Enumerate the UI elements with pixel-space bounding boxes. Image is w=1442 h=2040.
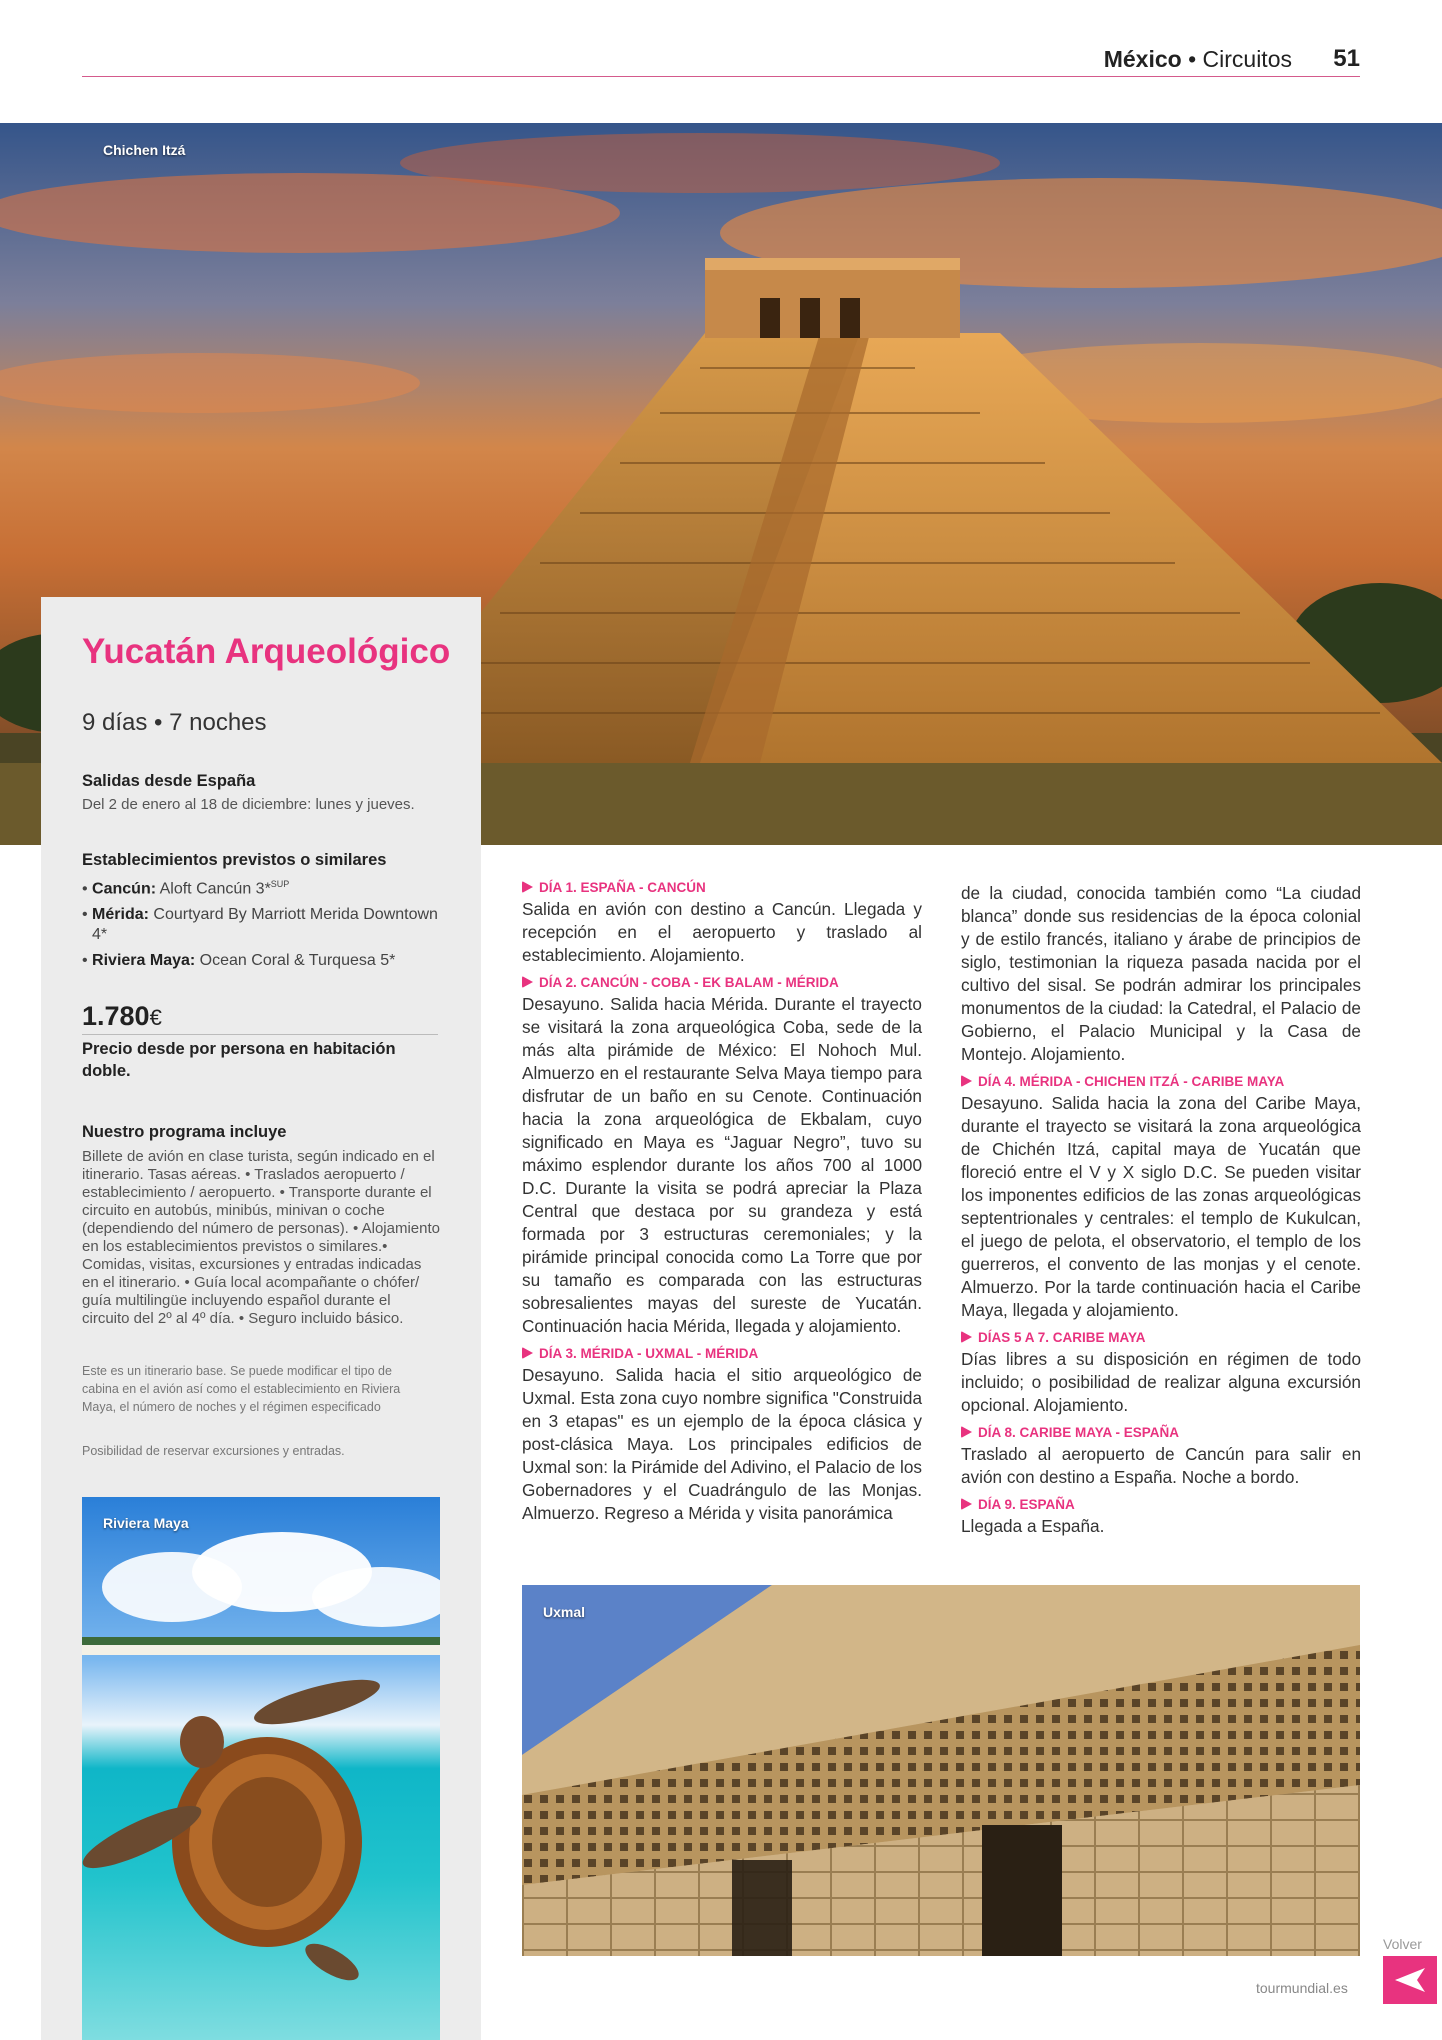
day-heading: DÍA 9. ESPAÑA <box>961 1495 1361 1515</box>
turtle-illustration <box>82 1497 440 2040</box>
bullet-icon <box>961 1331 972 1343</box>
price-divider <box>82 1034 438 1035</box>
hotel-item: • Riviera Maya: Ocean Coral & Turquesa 5* <box>82 952 396 970</box>
day-heading: DÍA 3. MÉRIDA - UXMAL - MÉRIDA <box>522 1344 922 1364</box>
uxmal-caption: Uxmal <box>543 1604 586 1620</box>
back-label[interactable]: Volver <box>1383 1936 1422 1952</box>
day-text: Desayuno. Salida hacia Mérida. Durante el trayecto se visitará la zona arqueológica Coba, sede de la más alta pirámide de México: El Nohoch Mul. Almuerzo en el restaurante Selva Maya tiempo para disfrutar de un baño en su Cenote. Continuación hacia la zona arqueológica de Ekbalam, cuyo significado en Maya es “Jaguar Negro”, tuvo su máximo esplendor durante los años 700 al 1000 D.C. Durante la visita se podrá apreciar la Plaza Central que destaca por su grandeza y está formada por 3 estructuras ceremoniales; y la pirámide principal conocida como La Torre que por su tamaño es comparada con las estructuras sobresalientes mayas del sureste de Yucatán. Continuación hacia Mérida, llegada y alojamiento. <box>522 994 922 1336</box>
hero-caption: Chichen Itzá <box>103 142 186 158</box>
itinerary-column-2 <box>961 882 1361 1538</box>
bullet-icon <box>522 1347 533 1359</box>
price: 1.780€ <box>82 1001 162 1031</box>
uxmal-illustration <box>522 1585 1360 1956</box>
bullet-icon <box>961 1426 972 1438</box>
day-heading: DÍA 4. MÉRIDA - CHICHEN ITZÁ - CARIBE MAYA <box>961 1072 1361 1092</box>
hotel-item: • Cancún: Aloft Cancún 3*$^{SUP}$ <box>82 879 290 898</box>
includes-text: Billete de avión en clase turista, según indicado en el itinerario. Tasas aéreas. • Traslados aeropuerto / establecimiento / aeropuerto. • Transporte durante el circuito en autobús, minibús, minivan o coche (dependiendo del número de personas). • Alojamiento en los establecimientos previstos o similares.• Comidas, visitas, excursiones y entradas indicadas en el itinerario. • Guía local acompañante o chófer/ guía multilingüe incluyendo español durante el circuito del 2º al 4º día. • Seguro incluido básico. <box>82 1148 440 1327</box>
back-button[interactable] <box>1383 1956 1437 2004</box>
bullet-icon <box>522 881 533 893</box>
itinerary-column-1 <box>522 878 922 1525</box>
day-text: de la ciudad, conocida también como “La ciudad blanca” donde sus residencias de la época colonial y de estilo francés, italiano y árabe de principios de siglo, testimonian la riqueza pasada nacida por el cultivo del sisal. Se podrán admirar los principales monumentos de la ciudad: la Catedral, el Palacio de Gobierno, el Palacio Municipal y la Casa de Montejo. Alojamiento. <box>961 883 1361 1064</box>
price-note: Precio desde por persona en habitación doble. <box>82 1040 396 1080</box>
departures-text: Del 2 de enero al 18 de diciembre: lunes y jueves. <box>82 796 415 813</box>
day-text: Desayuno. Salida hacia la zona del Caribe Maya, durante el trayecto se visitará la zona arqueológica de Chichén Itzá, capital maya de Yucatán que floreció entre el V y X siglo D.C. Se pueden visitar los imponentes edificios de las zonas arqueológicas septentrionales y centrales: el templo de Kukulcan, el juego de pelota, el observatorio, el templo de los guerreros, el convento de las monjas y el cenote. Almuerzo. Por la tarde continuación hacia el Caribe Maya, llegada y alojamiento. <box>961 1093 1361 1320</box>
day-heading: DÍA 1. ESPAÑA - CANCÚN <box>522 878 922 898</box>
hotels-heading: Establecimientos previstos o similares <box>82 851 387 869</box>
back-arrow-icon <box>1393 1966 1427 1994</box>
page-header <box>82 40 1360 77</box>
website-link[interactable]: tourmundial.es <box>1256 1980 1348 1996</box>
bullet-icon <box>961 1498 972 1510</box>
bullet-icon <box>961 1075 972 1087</box>
base-itinerary-note: Este es un itinerario base. Se puede modificar el tipo de cabina en el avión así como el establecimiento en Riviera Maya, el número de noches y el régimen especificado <box>82 1364 401 1414</box>
hotel-list <box>82 874 442 977</box>
section-title: México • Circuitos <box>1103 46 1292 72</box>
page-number: 51 <box>1333 45 1360 72</box>
day-text: Desayuno. Salida hacia el sitio arqueológico de Uxmal. Esta zona cuyo nombre significa "Construida en 3 etapas" es un ejemplo de la época clásica y post-clásica Maya. Los principales edificios de Uxmal son: la Pirámide del Adivino, el Palacio de los Gobernadores y el Cuadrángulo de las Monjas. Almuerzo. Regreso a Mérida y visita panorámica <box>522 1365 922 1523</box>
day-text: Salida en avión con destino a Cancún. Llegada y recepción en el aeropuerto y traslado al establecimiento. Alojamiento. <box>522 899 922 965</box>
riviera-caption: Riviera Maya <box>103 1515 189 1531</box>
day-heading: DÍA 8. CARIBE MAYA - ESPAÑA <box>961 1423 1361 1443</box>
day-text: Días libres a su disposición en régimen de todo incluido; o posibilidad de realizar alguna excursión opcional. Alojamiento. <box>961 1349 1361 1415</box>
riviera-maya-photo <box>82 1497 440 2040</box>
bullet-icon <box>522 976 533 988</box>
includes-heading: Nuestro programa incluye <box>82 1123 287 1141</box>
trip-title: Yucatán Arqueológico <box>82 632 451 671</box>
excursions-note: Posibilidad de reservar excursiones y entradas. <box>82 1444 345 1458</box>
departures-heading: Salidas desde España <box>82 772 256 790</box>
day-heading: DÍA 2. CANCÚN - COBA - EK BALAM - MÉRIDA <box>522 973 922 993</box>
hotel-item: • Mérida: Courtyard By Marriott Merida Downtown 4* <box>82 906 438 944</box>
day-text: Llegada a España. <box>961 1516 1105 1536</box>
uxmal-photo <box>522 1585 1360 1956</box>
trip-duration: 9 días • 7 noches <box>82 709 267 736</box>
day-heading: DÍAS 5 A 7. CARIBE MAYA <box>961 1328 1361 1348</box>
day-text: Traslado al aeropuerto de Cancún para salir en avión con destino a España. Noche a bordo. <box>961 1444 1361 1487</box>
